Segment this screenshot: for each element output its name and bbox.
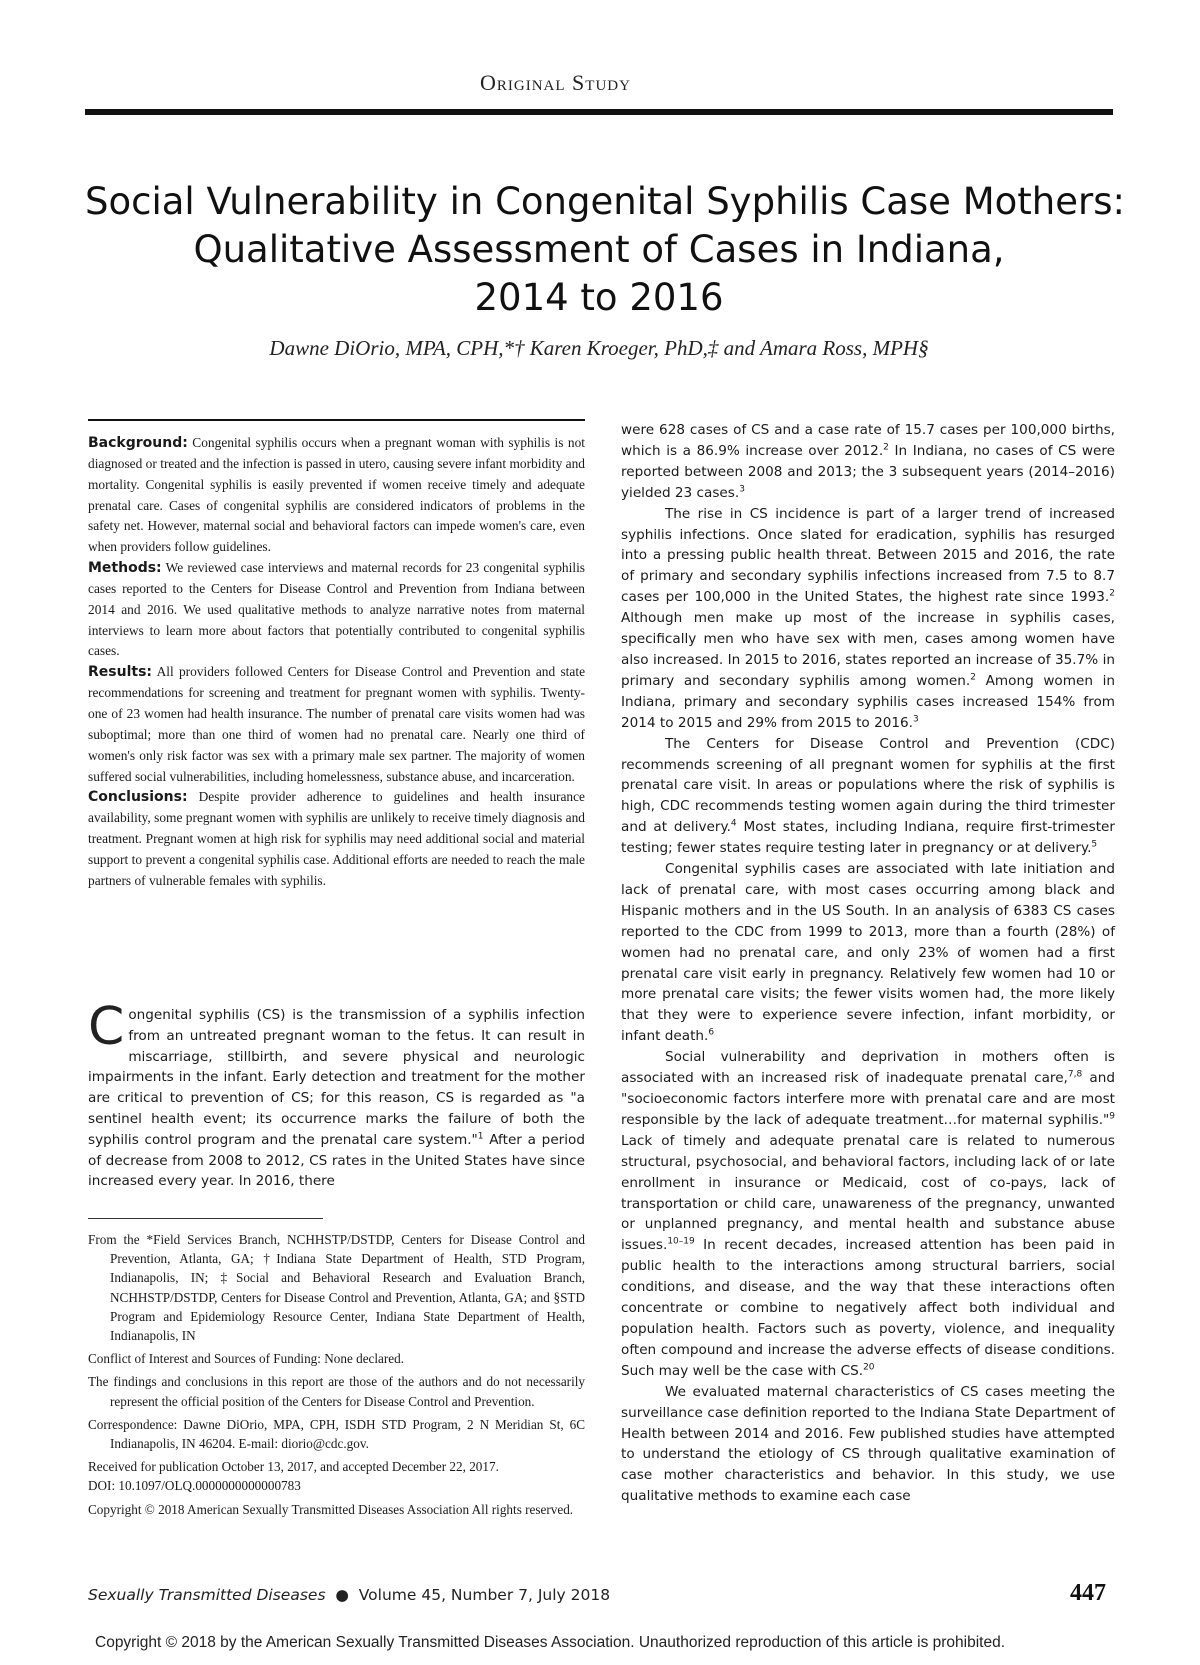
- abstract: [88, 433, 585, 892]
- body-paragraph: [621, 859, 1115, 1047]
- reference-marker[interactable]: 6: [708, 1027, 715, 1038]
- article-footnotes: [88, 1230, 585, 1523]
- abstract-results: [88, 662, 585, 787]
- body-text: The Centers for Disease Control and Prevention (CDC) recommends screening of all pregnant women for syphilis at the first prenatal care visit. In areas or populations where the risk of syphilis is high, CDC recommends testing women again during the third trimester and at delivery.: [621, 735, 1115, 836]
- title-line: Social Vulnerability in Congenital Syphilis Case Mothers:: [85, 180, 1125, 223]
- body-text: were 628 cases of CS and a case rate of 15.7 cases per 100,000 births, which is a 86.9% increase over 2012.: [621, 422, 1115, 459]
- body-paragraph: [621, 504, 1115, 734]
- footnote-conflict: Conflict of Interest and Sources of Funding: None declared.: [88, 1351, 405, 1367]
- body-text: Congenital syphilis cases are associated with late initiation and lack of prenatal care, with most cases occurring among black and Hispanic mothers and in the US South. In an analysis of 6383 CS cases reported to the CDC from 1999 to 2013, more than a fourth (28%) of women had no prenatal care, and only 23% of women had a first prenatal care visit early in pregnancy. Relatively few women had 10 or more prenatal care visits; the fewer visits women had, the more likely that they were to experience severe infection, infant morbidity, or infant death.: [621, 861, 1115, 1045]
- body-paragraph: [621, 420, 1115, 504]
- body-text: We evaluated maternal characteristics of CS cases meeting the surveillance case definition reported to the Indiana State Department of Health between 2014 and 2016. Few published studies have attempted to understand the etiology of CS through qualitative examination of case mother characteristics and behavior. In this study, we use qualitative methods to examine each case: [621, 1383, 1115, 1505]
- body-paragraph: [621, 734, 1115, 859]
- drop-cap: C: [88, 997, 125, 1057]
- reference-marker[interactable]: 2: [1109, 588, 1115, 599]
- author-list: Dawne DiOrio, MPA, CPH,*† Karen Kroeger, PhD,‡ and Amara Ross, MPH§: [269, 336, 929, 360]
- reference-marker[interactable]: 2: [970, 672, 976, 683]
- abstract-label: Results:: [88, 664, 152, 681]
- copyright-notice: Copyright © 2018 by the American Sexually Transmitted Diseases Association. Unauthorized reproduction of this article is prohibited.: [95, 1634, 1006, 1651]
- abstract-rule: [88, 419, 585, 421]
- abstract-text: We reviewed case interviews and maternal records for 23 congenital syphilis cases reported to the Centers for Disease Control and Prevention from Indiana between 2014 and 2016. We used qualitative methods to analyze narrative notes from maternal interviews to learn more about factors that potentially contributed to congenital syphilis cases.: [88, 560, 585, 659]
- abstract-text: Congenital syphilis occurs when a pregnant woman with syphilis is not diagnosed or treated and the infection is passed in utero, causing severe infant morbidity and mortality. Congenital syphilis is easily prevented if women receive timely and adequate prenatal care. Cases of congenital syphilis are considered indicators of problems in the safety net. However, maternal social and behavioral factors can impede women's care, even when providers follow guidelines.: [88, 435, 585, 555]
- introduction-paragraph: [88, 997, 585, 1192]
- body-text: The rise in CS incidence is part of a larger trend of increased syphilis infections. Once slated for eradication, syphilis has resurged into a pressing public health threat. Between 2015 and 2016, the rate of primary and secondary syphilis infections increased from 7.5 to 8.7 cases per 100,000 in the United States, the highest rate since 1993.: [621, 505, 1115, 606]
- abstract-conclusions: [88, 787, 585, 891]
- footnote-rule: [88, 1218, 323, 1219]
- abstract-text: Despite provider adherence to guidelines and health insurance availability, some pregnant women with syphilis are unlikely to receive timely diagnosis and treatment. Pregnant women at high risk for syphilis may need additional social and material support to prevent a congenital syphilis case. Additional efforts are needed to reach the male partners of vulnerable females with syphilis.: [88, 789, 585, 888]
- footnote-disclaimer: The findings and conclusions in this report are those of the authors and do not necessarily represent the official position of the Centers for Disease Control and Prevention.: [88, 1374, 585, 1409]
- body-text: Among women in Indiana, primary and secondary syphilis cases increased 154% from 2014 to 2015 and 29% from 2015 to 2016.: [621, 672, 1115, 731]
- reference-marker[interactable]: 1: [477, 1131, 484, 1142]
- body-text: Social vulnerability and deprivation in mothers often is associated with an increased risk of inadequate prenatal care,: [621, 1049, 1115, 1087]
- reference-marker[interactable]: 5: [1091, 839, 1098, 850]
- abstract-label: Background:: [88, 435, 188, 451]
- body-text: Lack of timely and adequate prenatal care is related to numerous structural, psychosocial, and behavioral factors, including lack of or late enrollment in insurance or Medicaid, cost of co-pays, lack of transportation or child care, unawareness of the pregnancy, unwanted or unplanned pregnancy, and mental health and substance abuse issues.: [621, 1132, 1115, 1254]
- body-text: ongenital syphilis (CS) is the transmission of a syphilis infection from an untreated pregnant woman to the fetus. It can result in miscarriage, stillbirth, and severe physical and neurologic impairments in the infant. Early detection and treatment for the mother are critical to prevention of CS; for this reason, CS is regarded as "a sentinel health event; its occurrence marks the failure of both the syphilis control program and the prenatal care system.": [88, 1007, 585, 1148]
- abstract-background: [88, 433, 585, 558]
- reference-marker[interactable]: 3: [739, 484, 745, 495]
- bullet-icon: ●: [335, 1586, 349, 1604]
- abstract-label: Conclusions:: [88, 789, 188, 806]
- reference-marker[interactable]: 9: [1109, 1111, 1115, 1122]
- abstract-label: Methods:: [88, 560, 162, 577]
- footnote-copyright: Copyright © 2018 American Sexually Transmitted Diseases Association All rights reserved.: [88, 1501, 574, 1517]
- reference-marker[interactable]: 4: [730, 818, 737, 829]
- footnote-affiliations: From the *Field Services Branch, NCHHSTP/DSTDP, Centers for Disease Control and Prevention, Atlanta, GA; †Indiana State Department of Health, STD Program, Indianapolis, IN; ‡Social and Behavioral Research and Evaluation Branch, NCHHSTP/DSTDP, Centers for Disease Control and Prevention, Atlanta, GA; and §STD Program and Epidemiology Resource Center, Indiana State Department of Health, Indianapolis, IN: [88, 1232, 585, 1344]
- body-text: and "socioeconomic factors interfere more with prenatal care and are most responsible by the lack of adequate treatment…for maternal syphilis.": [621, 1070, 1115, 1128]
- body-text: Although men make up most of the increase in syphilis cases, specifically men who have sex with men, cases among women have also increased. In 2015 to 2016, states reported an increase of 35.7% in primary and secondary syphilis among women.: [621, 610, 1115, 689]
- journal-footer: [88, 1586, 610, 1604]
- abstract-methods: [88, 558, 585, 662]
- title-line: 2014 to 2016: [474, 276, 724, 319]
- body-text: Most states, including Indiana, require first-trimester testing; fewer states require testing later in pregnancy or at delivery.: [621, 819, 1115, 857]
- body-text: In recent decades, increased attention has been paid in public health to the interactions among structural barriers, social conditions, and disease, and the way that these interactions often concentrate or combine to negatively affect both individual and population health. Factors such as poverty, violence, and inequality often compound and increase the adverse effects of disease conditions. Such may well be the case with CS.: [621, 1237, 1115, 1379]
- body-text: In Indiana, no cases of CS were reported between 2008 and 2013; the 3 subsequent years (2014–2016) yielded 23 cases.: [621, 442, 1115, 501]
- reference-marker[interactable]: 10–19: [667, 1236, 695, 1247]
- footnote-doi: DOI: 10.1097/OLQ.0000000000000783: [88, 1478, 301, 1494]
- reference-marker[interactable]: 20: [863, 1362, 875, 1373]
- body-paragraph: [621, 1047, 1115, 1382]
- journal-name: Sexually Transmitted Diseases: [88, 1586, 326, 1604]
- header-rule: [85, 109, 1113, 115]
- article-title: [85, 178, 1125, 322]
- reference-marker[interactable]: 2: [883, 442, 889, 453]
- body-paragraph: [621, 1382, 1115, 1507]
- issue-info: Volume 45, Number 7, July 2018: [358, 1586, 611, 1604]
- section-label: Original Study: [480, 70, 631, 95]
- footnote-received: Received for publication October 13, 2017, and accepted December 22, 2017.: [88, 1459, 499, 1475]
- title-line: Qualitative Assessment of Cases in Indiana,: [193, 228, 1005, 271]
- reference-marker[interactable]: 3: [913, 714, 919, 725]
- page-number: 447: [1070, 1580, 1106, 1606]
- footnote-correspondence: Correspondence: Dawne DiOrio, MPA, CPH, ISDH STD Program, 2 N Meridian St, 6C Indianapolis, IN 46204. E-mail: diorio@cdc.gov.: [88, 1416, 585, 1452]
- right-column: [621, 420, 1115, 1507]
- reference-marker[interactable]: 7,8: [1067, 1069, 1083, 1080]
- body-text: After a period of decrease from 2008 to 2012, CS rates in the United States have since increased every year. In 2016, there: [88, 1131, 585, 1190]
- abstract-text: All providers followed Centers for Disease Control and Prevention and state recommendations for screening and treatment for pregnant women with syphilis. Twenty-one of 23 women had health insurance. The number of prenatal care visits women had was suboptimal; more than one third of women had no prenatal care. Nearly one third of women's only risk factor was sex with a primary male sex partner. The majority of women suffered social vulnerabilities, including homelessness, substance abuse, and incarceration.: [88, 664, 586, 784]
